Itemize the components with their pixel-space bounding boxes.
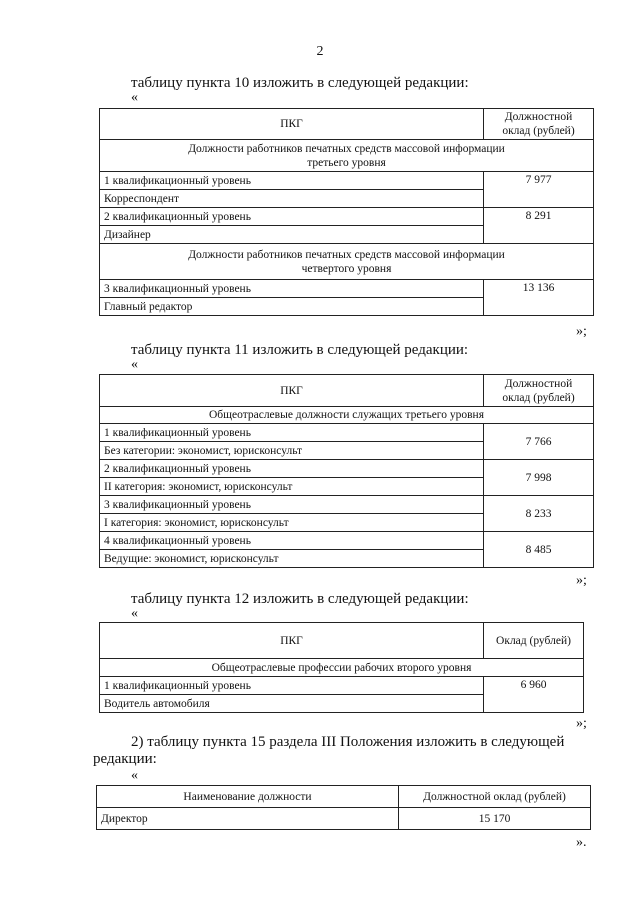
close-quote: ». xyxy=(576,835,587,850)
header-salary: Должностной оклад (рублей) xyxy=(484,109,594,140)
header-salary: Должностной оклад (рублей) xyxy=(484,375,594,407)
position-cell: Ведущие: экономист, юрисконсульт xyxy=(100,550,484,568)
table-positions xyxy=(96,785,591,830)
close-quote: »; xyxy=(576,324,587,339)
position-cell: II категория: экономист, юрисконсульт xyxy=(100,478,484,496)
salary-cell: 13 136 xyxy=(484,280,594,316)
salary-cell: 8 485 xyxy=(484,532,594,568)
section-intro: таблицу пункта 12 изложить в следующей редакции: xyxy=(131,591,469,607)
close-quote: »; xyxy=(576,573,587,588)
position-cell: Водитель автомобиля xyxy=(100,695,484,713)
level-cell: 3 квалификационный уровень xyxy=(100,280,484,298)
open-quote: « xyxy=(131,90,138,105)
group-title: Общеотраслевые должности служащих третьего уровня xyxy=(100,407,594,424)
open-quote: « xyxy=(131,606,138,621)
level-cell: 2 квалификационный уровень xyxy=(100,460,484,478)
salary-cell: 15 170 xyxy=(399,808,591,830)
level-cell: 2 квалификационный уровень xyxy=(100,208,484,226)
section-intro: таблицу пункта 10 изложить в следующей редакции: xyxy=(131,75,469,91)
header-salary: Должностной оклад (рублей) xyxy=(399,786,591,808)
header-pkg: ПКГ xyxy=(100,109,484,140)
header-position: Наименование должности xyxy=(97,786,399,808)
close-quote: »; xyxy=(576,716,587,731)
salary-cell: 6 960 xyxy=(484,677,584,713)
table-pkg-10 xyxy=(99,108,594,316)
salary-cell: 8 233 xyxy=(484,496,594,532)
open-quote: « xyxy=(131,768,138,783)
group-title: Общеотраслевые профессии рабочих второго уровня xyxy=(100,659,584,677)
table-pkg-11 xyxy=(99,374,594,568)
salary-cell: 7 977 xyxy=(484,172,594,208)
position-cell: Корреспондент xyxy=(100,190,484,208)
group-title: Должности работников печатных средств массовой информации третьего уровня xyxy=(100,140,594,172)
position-cell: Дизайнер xyxy=(100,226,484,244)
level-cell: 3 квалификационный уровень xyxy=(100,496,484,514)
position-cell: Директор xyxy=(97,808,399,830)
salary-cell: 8 291 xyxy=(484,208,594,244)
header-pkg: ПКГ xyxy=(100,623,484,659)
level-cell: 1 квалификационный уровень xyxy=(100,424,484,442)
position-cell: I категория: экономист, юрисконсульт xyxy=(100,514,484,532)
section-intro: 2) таблицу пункта 15 раздела III Положения изложить в следующей xyxy=(131,734,565,750)
salary-cell: 7 998 xyxy=(484,460,594,496)
salary-cell: 7 766 xyxy=(484,424,594,460)
header-pkg: ПКГ xyxy=(100,375,484,407)
level-cell: 4 квалификационный уровень xyxy=(100,532,484,550)
page-number: 2 xyxy=(316,44,324,59)
table-pkg-12 xyxy=(99,622,584,713)
position-cell: Без категории: экономист, юрисконсульт xyxy=(100,442,484,460)
open-quote: « xyxy=(131,357,138,372)
header-salary: Оклад (рублей) xyxy=(484,623,584,659)
level-cell: 1 квалификационный уровень xyxy=(100,677,484,695)
level-cell: 1 квалификационный уровень xyxy=(100,172,484,190)
group-title: Должности работников печатных средств массовой информации четвертого уровня xyxy=(100,244,594,280)
section-intro: таблицу пункта 11 изложить в следующей редакции: xyxy=(131,342,469,358)
section-intro-continued: редакции: xyxy=(93,751,157,767)
position-cell: Главный редактор xyxy=(100,298,484,316)
